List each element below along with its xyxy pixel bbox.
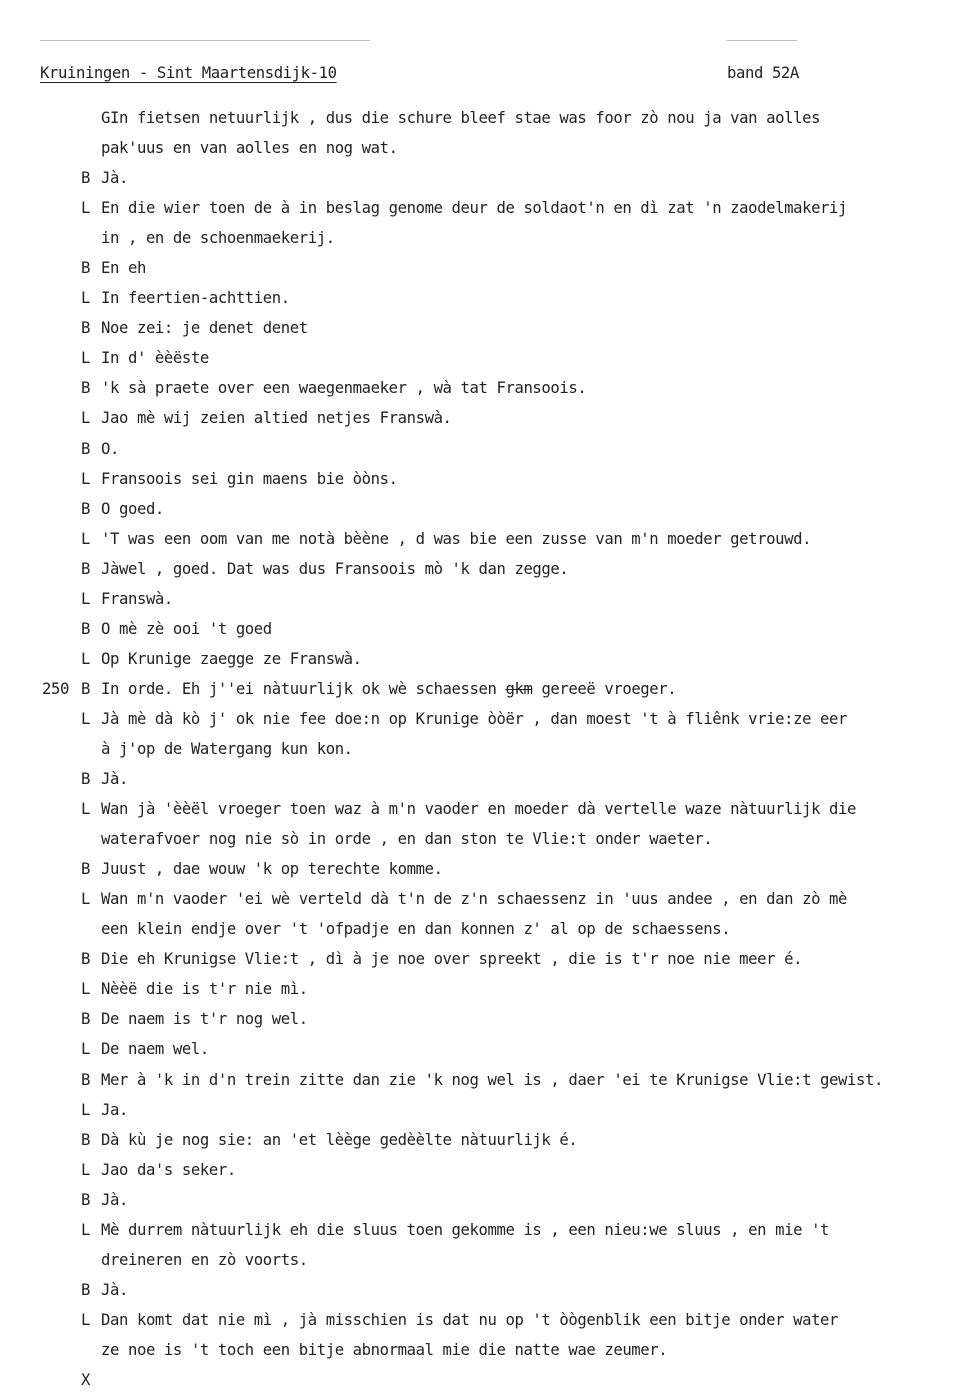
transcript-line [0, 343, 973, 373]
utterance-text: Noe zei: je denet denet [101, 319, 308, 338]
speaker-label: L [81, 409, 90, 428]
speaker-label: L [81, 289, 90, 308]
speaker-label: B [81, 1280, 90, 1299]
speaker-label: L [81, 199, 90, 218]
transcript-line [0, 1185, 973, 1215]
transcript-line [0, 133, 973, 163]
continuation-text: pak'uus en van aolles en nog wat. [101, 139, 398, 158]
speaker-label: X [81, 1370, 90, 1389]
continuation-text: in , en de schoenmaekerij. [101, 229, 335, 248]
utterance-text: De naem wel. [101, 1040, 209, 1059]
transcript-line [0, 1275, 973, 1305]
utterance-text: Dan komt dat nie mì , jà misschien is dat nu op 't òògenblik een bitje onder water [101, 1310, 839, 1329]
transcript-line [0, 283, 973, 313]
transcript-line [0, 944, 973, 974]
utterance-text: In d' èèëste [101, 349, 209, 368]
continuation-text: waterafvoer nog nie sò in orde , en dan ston te Vlie:t onder waeter. [101, 830, 713, 849]
transcript-line [0, 584, 973, 614]
transcript-line [0, 193, 973, 223]
utterance-text: Mè durrem nàtuurlijk eh die sluus toen gekomme is , een nieu:we sluus , en mie 't [101, 1220, 830, 1239]
transcript-line [0, 614, 973, 644]
document-title: Kruiningen - Sint Maartensdijk-10 [40, 64, 337, 82]
speaker-label: B [81, 679, 90, 698]
speaker-label: L [81, 469, 90, 488]
utterance-text: In feertien-achttien. [101, 289, 290, 308]
utterance-text: Jà. [101, 770, 128, 789]
speaker-label: B [81, 619, 90, 638]
speaker-label: L [81, 1160, 90, 1179]
transcript-body [0, 103, 973, 1395]
speaker-label: B [81, 439, 90, 458]
transcript-line [0, 223, 973, 253]
transcript-line [0, 524, 973, 554]
transcript-line [0, 253, 973, 283]
utterance-text: Mer à 'k in d'n trein zitte dan zie 'k nog wel is , daer 'ei te Krunigse Vlie:t gewist. [101, 1070, 883, 1089]
transcript-line [0, 644, 973, 674]
transcript-line [0, 914, 973, 944]
transcript-line [0, 854, 973, 884]
tape-label: band 52A [727, 64, 799, 82]
continuation-text: ze noe is 't toch een bitje abnormaal mie die natte wae zeumer. [101, 1340, 668, 1359]
speaker-label: B [81, 1130, 90, 1149]
transcript-line [0, 464, 973, 494]
speaker-label: B [81, 559, 90, 578]
transcript-line [0, 163, 973, 193]
transcript-line [0, 554, 973, 584]
utterance-text: Jao da's seker. [101, 1160, 236, 1179]
speaker-label: L [81, 1310, 90, 1329]
speaker-label: B [81, 259, 90, 278]
speaker-label: L [81, 589, 90, 608]
transcript-line [0, 1065, 973, 1095]
transcript-line [0, 403, 973, 433]
speaker-label: L [81, 1100, 90, 1119]
utterance-text: Dà kù je nog sie: an 'et lèège gedèèlte nàtuurlijk é. [101, 1130, 578, 1149]
speaker-label: L [81, 349, 90, 368]
transcript-line [0, 764, 973, 794]
utterance-text: Op Krunige zaegge ze Franswà. [101, 649, 362, 668]
transcript-line [0, 884, 973, 914]
utterance-text: Wan jà 'èèël vroeger toen waz à m'n vaoder en moeder dà vertelle waze nàtuurlijk die [101, 800, 857, 819]
utterance-text: Fransoois sei gin maens bie òòns. [101, 469, 398, 488]
transcript-line [0, 1305, 973, 1335]
utterance-text: Jao mè wij zeien altied netjes Franswà. [101, 409, 452, 428]
utterance-text: O goed. [101, 499, 164, 518]
line-number: 250 [42, 679, 69, 698]
utterance-text-part: In orde. Eh j''ei nàtuurlijk ok wè schaessen [101, 679, 506, 698]
transcript-line [0, 373, 973, 403]
speaker-label: L [81, 890, 90, 909]
utterance-text: Juust , dae wouw 'k op terechte komme. [101, 860, 443, 879]
utterance-text: Die eh Krunigse Vlie:t , dì à je noe over spreekt , die is t'r noe nie meer é. [101, 950, 803, 969]
speaker-label: L [81, 1040, 90, 1059]
utterance-text: Jà. [101, 169, 128, 188]
utterance-text: O mè zè ooi 't goed [101, 619, 272, 638]
transcript-line [0, 313, 973, 343]
transcript-line [0, 824, 973, 854]
utterance-text: Wan m'n vaoder 'ei wè verteld dà t'n de z'n schaessenz in 'uus andee , en dan zò mè [101, 890, 848, 909]
struck-out-text: gkm [505, 679, 533, 698]
utterance-text: Franswà. [101, 589, 173, 608]
continuation-text: dreineren en zò voorts. [101, 1250, 308, 1269]
utterance-text: Jà. [101, 1280, 128, 1299]
speaker-label: B [81, 499, 90, 518]
transcript-line [0, 974, 973, 1004]
utterance-text: De naem is t'r nog wel. [101, 1010, 308, 1029]
speaker-label: L [81, 529, 90, 548]
page-header [40, 64, 970, 88]
transcript-line [0, 794, 973, 824]
transcript-line [0, 103, 973, 133]
utterance-text: 'k sà praete over een waegenmaeker , wà tat Fransoois. [101, 379, 587, 398]
transcript-line [0, 1034, 973, 1064]
transcript-line [0, 1155, 973, 1185]
speaker-label: B [81, 319, 90, 338]
utterance-text: Jà. [101, 1190, 128, 1209]
speaker-label: B [81, 169, 90, 188]
utterance-text: Ja. [101, 1100, 128, 1119]
transcript-line [0, 1245, 973, 1275]
utterance-text: Jàwel , goed. Dat was dus Fransoois mò 'k dan zegge. [101, 559, 569, 578]
transcript-line [0, 494, 973, 524]
transcript-line [0, 734, 973, 764]
transcript-line [0, 1125, 973, 1155]
utterance-text [101, 674, 676, 704]
transcript-line [0, 1004, 973, 1034]
utterance-text-part: gereeë vroeger. [532, 679, 677, 698]
speaker-label: L [81, 980, 90, 999]
transcript-line [0, 1095, 973, 1125]
utterance-text: En die wier toen de à in beslag genome deur de soldaot'n en dì zat 'n zaodelmakerij [101, 199, 848, 218]
continuation-text: een klein endje over 't 'ofpadje en dan konnen z' al op de schaessens. [101, 920, 731, 939]
transcript-line [0, 434, 973, 464]
continuation-text: à j'op de Watergang kun kon. [101, 739, 353, 758]
speaker-label: L [81, 1220, 90, 1239]
speaker-label: B [81, 1010, 90, 1029]
transcript-line [0, 1365, 973, 1395]
transcript-line [0, 1215, 973, 1245]
utterance-text: En eh [101, 259, 146, 278]
transcript-line [0, 674, 973, 704]
speaker-label: L [81, 800, 90, 819]
header-noise-line [727, 40, 797, 41]
speaker-label: B [81, 1070, 90, 1089]
utterance-text: 'T was een oom van me notà bèène , d was bie een zusse van m'n moeder getrouwd. [101, 529, 812, 548]
continuation-text: GIn fietsen netuurlijk , dus die schure bleef stae was foor zò nou ja van aolles [101, 109, 821, 127]
utterance-text: Nèèë die is t'r nie mì. [101, 980, 308, 999]
utterance-text: O. [101, 439, 119, 458]
speaker-label: B [81, 1190, 90, 1209]
speaker-label: B [81, 770, 90, 789]
transcript-line [0, 704, 973, 734]
utterance-text: Jà mè dà kò j' ok nie fee doe:n op Krunige òòër , dan moest 't à fliênk vrie:ze eer [101, 709, 848, 728]
speaker-label: B [81, 860, 90, 879]
speaker-label: B [81, 950, 90, 969]
header-noise-line [40, 40, 370, 41]
speaker-label: L [81, 709, 90, 728]
speaker-label: L [81, 649, 90, 668]
speaker-label: B [81, 379, 90, 398]
transcript-line [0, 1335, 973, 1365]
